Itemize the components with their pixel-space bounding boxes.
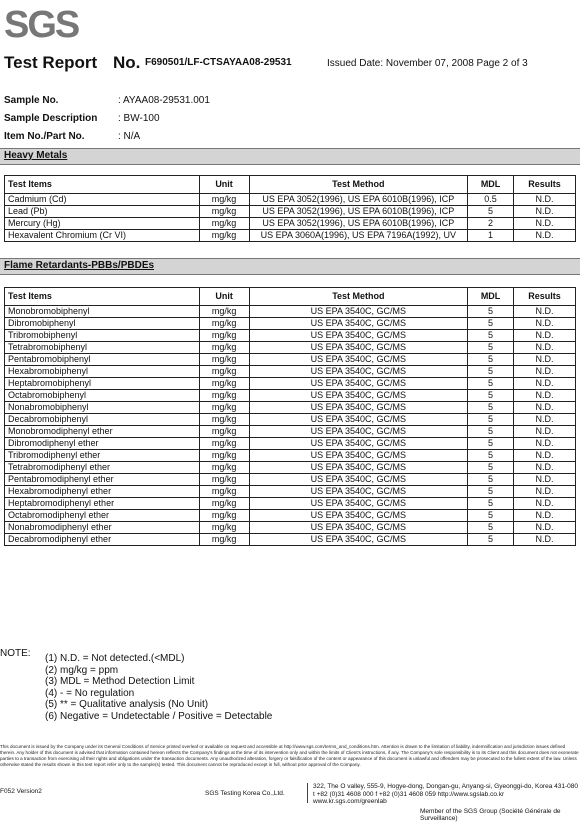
method-cell: US EPA 3540C, GC/MS (249, 318, 467, 330)
method-cell: US EPA 3060A(1996), US EPA 7196A(1992), UV (249, 230, 468, 242)
meta-label: Sample Description (4, 112, 98, 124)
test-item-cell: Hexabromodiphenyl ether (5, 486, 200, 498)
mdl-cell: 5 (468, 426, 514, 438)
address-line: 322, The O valley, 555-9, Hogye-dong, Dongan-gu, Anyang-si, Gyeonggi-do, Korea 431-080 (313, 783, 578, 790)
result-cell: N.D. (514, 462, 576, 474)
notes-list (45, 653, 272, 722)
result-cell: N.D. (514, 522, 576, 534)
legal-disclaimer: This document is issued by the Company under its General Conditions of Service printed overleaf or available on request and accessible at http://www.sgs.com/terms_and_conditions.htm. Attention is drawn to the limitation of liability, indemnification and jurisdiction issues defined therein. Any holder of this document is advised that information contained hereon reflects the Company's findings at the time of its intervention only and within the limits of Client's instructions, if any. The Company's sole responsibility is to its Client and this document does not exonerate parties to a transaction from exercising all their rights and obligations under the transaction documents. Any unauthorized alteration, forgery or falsification of the content or appearance of this document is unlawful and offenders may be prosecuted to the fullest extent of the law. Unless otherwise stated the results shown in this test report refer only to the sample(s) tested. This document cannot be reproduced except in full, without prior approval of the Company. (0, 744, 579, 767)
table-header-row (5, 288, 576, 306)
unit-cell: mg/kg (199, 534, 249, 546)
result-cell: N.D. (514, 534, 576, 546)
footer (0, 781, 580, 822)
mdl-cell: 5 (468, 414, 514, 426)
test-item-cell: Lead (Pb) (5, 206, 200, 218)
table-row (5, 414, 576, 426)
result-cell: N.D. (514, 218, 576, 230)
test-item-cell: Tribromodiphenyl ether (5, 450, 200, 462)
table-row (5, 522, 576, 534)
unit-cell: mg/kg (199, 450, 249, 462)
table-row (5, 534, 576, 546)
table-row (5, 366, 576, 378)
mdl-cell: 5 (468, 330, 514, 342)
test-item-cell: Mercury (Hg) (5, 218, 200, 230)
method-cell: US EPA 3540C, GC/MS (249, 510, 467, 522)
unit-cell: mg/kg (199, 366, 249, 378)
result-cell: N.D. (514, 474, 576, 486)
test-item-cell: Monobromobiphenyl (5, 306, 200, 318)
result-cell: N.D. (514, 354, 576, 366)
unit-cell: mg/kg (199, 354, 249, 366)
mdl-cell: 5 (468, 534, 514, 546)
table-row (5, 498, 576, 510)
section-title: Flame Retardants-PBBs/PBDEs (4, 260, 155, 271)
section-title: Heavy Metals (4, 150, 68, 161)
table-row (5, 390, 576, 402)
note-item: (3) MDL = Method Detection Limit (45, 676, 195, 687)
unit-cell: mg/kg (199, 498, 249, 510)
test-item-cell: Monobromodiphenyl ether (5, 426, 200, 438)
mdl-cell: 5 (468, 498, 514, 510)
heavy-metals-section-bar (0, 148, 580, 165)
method-cell: US EPA 3540C, GC/MS (249, 306, 467, 318)
col-mdl-header: MDL (468, 176, 514, 194)
method-cell: US EPA 3540C, GC/MS (249, 474, 467, 486)
item-no-row (4, 127, 304, 145)
method-cell: US EPA 3052(1996), US EPA 6010B(1996), ICP (249, 218, 468, 230)
meta-label: Sample No. (4, 94, 59, 106)
test-item-cell: Nonabromodiphenyl ether (5, 522, 200, 534)
method-cell: US EPA 3540C, GC/MS (249, 366, 467, 378)
col-test-items-header: Test Items (5, 176, 200, 194)
mdl-cell: 2 (468, 218, 514, 230)
table-row (5, 206, 576, 218)
meta-label: Item No./Part No. (4, 130, 85, 142)
form-version: F052 Version2 (0, 788, 42, 795)
unit-cell: mg/kg (199, 522, 249, 534)
table-row (5, 474, 576, 486)
method-cell: US EPA 3540C, GC/MS (249, 462, 467, 474)
table-header-row (5, 176, 576, 194)
issued-date: Issued Date: November 07, 2008 Page 2 of 3 (327, 58, 528, 69)
member-statement: Member of the SGS Group (Société Générale de Surveillance) (420, 808, 561, 822)
mdl-cell: 5 (468, 522, 514, 534)
contact-line: t +82 (0)31 4608 000 f +82 (0)31 4608 059 http://www.sgslab.co.kr www.kr.sgs.com/greenlab (313, 790, 505, 805)
method-cell: US EPA 3540C, GC/MS (249, 486, 467, 498)
method-cell: US EPA 3540C, GC/MS (249, 402, 467, 414)
sample-info (4, 91, 304, 145)
note-item: (2) mg/kg = ppm (45, 664, 119, 676)
test-item-cell: Tetrabromodiphenyl ether (5, 462, 200, 474)
method-cell: US EPA 3052(1996), US EPA 6010B(1996), ICP (249, 194, 468, 206)
report-header (4, 53, 576, 79)
mdl-cell: 5 (468, 342, 514, 354)
method-cell: US EPA 3540C, GC/MS (249, 438, 467, 450)
result-cell: N.D. (514, 306, 576, 318)
table-row (5, 450, 576, 462)
mdl-cell: 5 (468, 438, 514, 450)
meta-value: : AYAA08-29531.001 (118, 94, 210, 106)
method-cell: US EPA 3540C, GC/MS (249, 378, 467, 390)
test-item-cell: Octabromobiphenyl (5, 390, 200, 402)
result-cell: N.D. (514, 206, 576, 218)
report-title: Test Report (4, 53, 98, 72)
col-test-items-header: Test Items (5, 288, 200, 306)
result-cell: N.D. (514, 414, 576, 426)
mdl-cell: 5 (468, 354, 514, 366)
table-row (5, 510, 576, 522)
col-test-method-header: Test Method (249, 176, 468, 194)
result-cell: N.D. (514, 194, 576, 206)
method-cell: US EPA 3540C, GC/MS (249, 330, 467, 342)
col-test-method-header: Test Method (249, 288, 467, 306)
unit-cell: mg/kg (199, 218, 249, 230)
col-unit-header: Unit (199, 288, 249, 306)
test-item-cell: Heptabromodiphenyl ether (5, 498, 200, 510)
report-number: F690501/LF-CTSAYAA08-29531 (145, 57, 292, 68)
unit-cell: mg/kg (199, 510, 249, 522)
method-cell: US EPA 3540C, GC/MS (249, 414, 467, 426)
result-cell: N.D. (514, 498, 576, 510)
result-cell: N.D. (514, 450, 576, 462)
result-cell: N.D. (514, 486, 576, 498)
table-row (5, 194, 576, 206)
result-cell: N.D. (514, 402, 576, 414)
test-item-cell: Decabromodiphenyl ether (5, 534, 200, 546)
method-cell: US EPA 3540C, GC/MS (249, 498, 467, 510)
mdl-cell: 5 (468, 462, 514, 474)
sample-no-row (4, 91, 304, 109)
mdl-cell: 1 (468, 230, 514, 242)
mdl-cell: 5 (468, 450, 514, 462)
heavy-metals-table (4, 175, 576, 242)
unit-cell: mg/kg (199, 306, 249, 318)
test-item-cell: Hexabromobiphenyl (5, 366, 200, 378)
col-results-header: Results (514, 288, 576, 306)
test-item-cell: Dibromodiphenyl ether (5, 438, 200, 450)
table-row (5, 462, 576, 474)
mdl-cell: 0.5 (468, 194, 514, 206)
method-cell: US EPA 3540C, GC/MS (249, 342, 467, 354)
table-row (5, 426, 576, 438)
unit-cell: mg/kg (199, 390, 249, 402)
unit-cell: mg/kg (199, 194, 249, 206)
mdl-cell: 5 (468, 306, 514, 318)
unit-cell: mg/kg (199, 378, 249, 390)
table-row (5, 402, 576, 414)
table-row (5, 230, 576, 242)
method-cell: US EPA 3540C, GC/MS (249, 426, 467, 438)
result-cell: N.D. (514, 510, 576, 522)
mdl-cell: 5 (468, 318, 514, 330)
mdl-cell: 5 (468, 366, 514, 378)
company-name: SGS Testing Korea Co.,Ltd. (205, 790, 285, 797)
note-item: (4) - = No regulation (45, 687, 135, 699)
result-cell: N.D. (514, 390, 576, 402)
unit-cell: mg/kg (199, 462, 249, 474)
table-row (5, 306, 576, 318)
unit-cell: mg/kg (199, 230, 249, 242)
unit-cell: mg/kg (199, 414, 249, 426)
table-row (5, 218, 576, 230)
logo-text: SGS (4, 4, 79, 46)
unit-cell: mg/kg (199, 474, 249, 486)
method-cell: US EPA 3052(1996), US EPA 6010B(1996), ICP (249, 206, 468, 218)
unit-cell: mg/kg (199, 318, 249, 330)
method-cell: US EPA 3540C, GC/MS (249, 390, 467, 402)
mdl-cell: 5 (468, 486, 514, 498)
method-cell: US EPA 3540C, GC/MS (249, 534, 467, 546)
test-item-cell: Hexavalent Chromium (Cr VI) (5, 230, 200, 242)
meta-value: : N/A (118, 130, 141, 142)
note-item: (6) Negative = Undetectable / Positive = Detectable (45, 710, 273, 722)
unit-cell: mg/kg (199, 438, 249, 450)
col-unit-header: Unit (199, 176, 249, 194)
test-item-cell: Pentabromodiphenyl ether (5, 474, 200, 486)
method-cell: US EPA 3540C, GC/MS (249, 354, 467, 366)
company-address (313, 783, 578, 806)
unit-cell: mg/kg (199, 402, 249, 414)
result-cell: N.D. (514, 366, 576, 378)
unit-cell: mg/kg (199, 330, 249, 342)
mdl-cell: 5 (468, 378, 514, 390)
test-item-cell: Decabromobiphenyl (5, 414, 200, 426)
table-row (5, 486, 576, 498)
col-results-header: Results (514, 176, 576, 194)
flame-retardants-section-bar (0, 258, 580, 275)
notes-label: NOTE: (0, 648, 31, 659)
table-row (5, 354, 576, 366)
test-item-cell: Dibromobiphenyl (5, 318, 200, 330)
mdl-cell: 5 (468, 510, 514, 522)
test-item-cell: Cadmium (Cd) (5, 194, 200, 206)
method-cell: US EPA 3540C, GC/MS (249, 522, 467, 534)
mdl-cell: 5 (468, 402, 514, 414)
result-cell: N.D. (514, 378, 576, 390)
result-cell: N.D. (514, 330, 576, 342)
test-item-cell: Pentabromobiphenyl (5, 354, 200, 366)
result-cell: N.D. (514, 438, 576, 450)
test-item-cell: Tetrabromobiphenyl (5, 342, 200, 354)
test-item-cell: Nonabromobiphenyl (5, 402, 200, 414)
method-cell: US EPA 3540C, GC/MS (249, 450, 467, 462)
table-row (5, 438, 576, 450)
mdl-cell: 5 (468, 206, 514, 218)
table-row (5, 330, 576, 342)
table-row (5, 378, 576, 390)
unit-cell: mg/kg (199, 486, 249, 498)
note-item: (1) N.D. = Not detected.(<MDL) (45, 653, 185, 664)
unit-cell: mg/kg (199, 342, 249, 354)
mdl-cell: 5 (468, 390, 514, 402)
result-cell: N.D. (514, 342, 576, 354)
result-cell: N.D. (514, 426, 576, 438)
col-mdl-header: MDL (468, 288, 514, 306)
report-no-label: No. (113, 53, 141, 72)
test-item-cell: Octabromodiphenyl ether (5, 510, 200, 522)
unit-cell: mg/kg (199, 426, 249, 438)
unit-cell: mg/kg (199, 206, 249, 218)
sample-description-row (4, 109, 304, 127)
result-cell: N.D. (514, 318, 576, 330)
table-row (5, 318, 576, 330)
test-item-cell: Tribromobiphenyl (5, 330, 200, 342)
footer-divider (307, 783, 308, 803)
note-item: (5) ** = Qualitative analysis (No Unit) (45, 699, 209, 710)
table-row (5, 342, 576, 354)
meta-value: : BW-100 (118, 112, 160, 124)
sgs-logo (4, 3, 84, 47)
flame-retardants-table (4, 287, 576, 546)
result-cell: N.D. (514, 230, 576, 242)
mdl-cell: 5 (468, 474, 514, 486)
test-item-cell: Heptabromobiphenyl (5, 378, 200, 390)
